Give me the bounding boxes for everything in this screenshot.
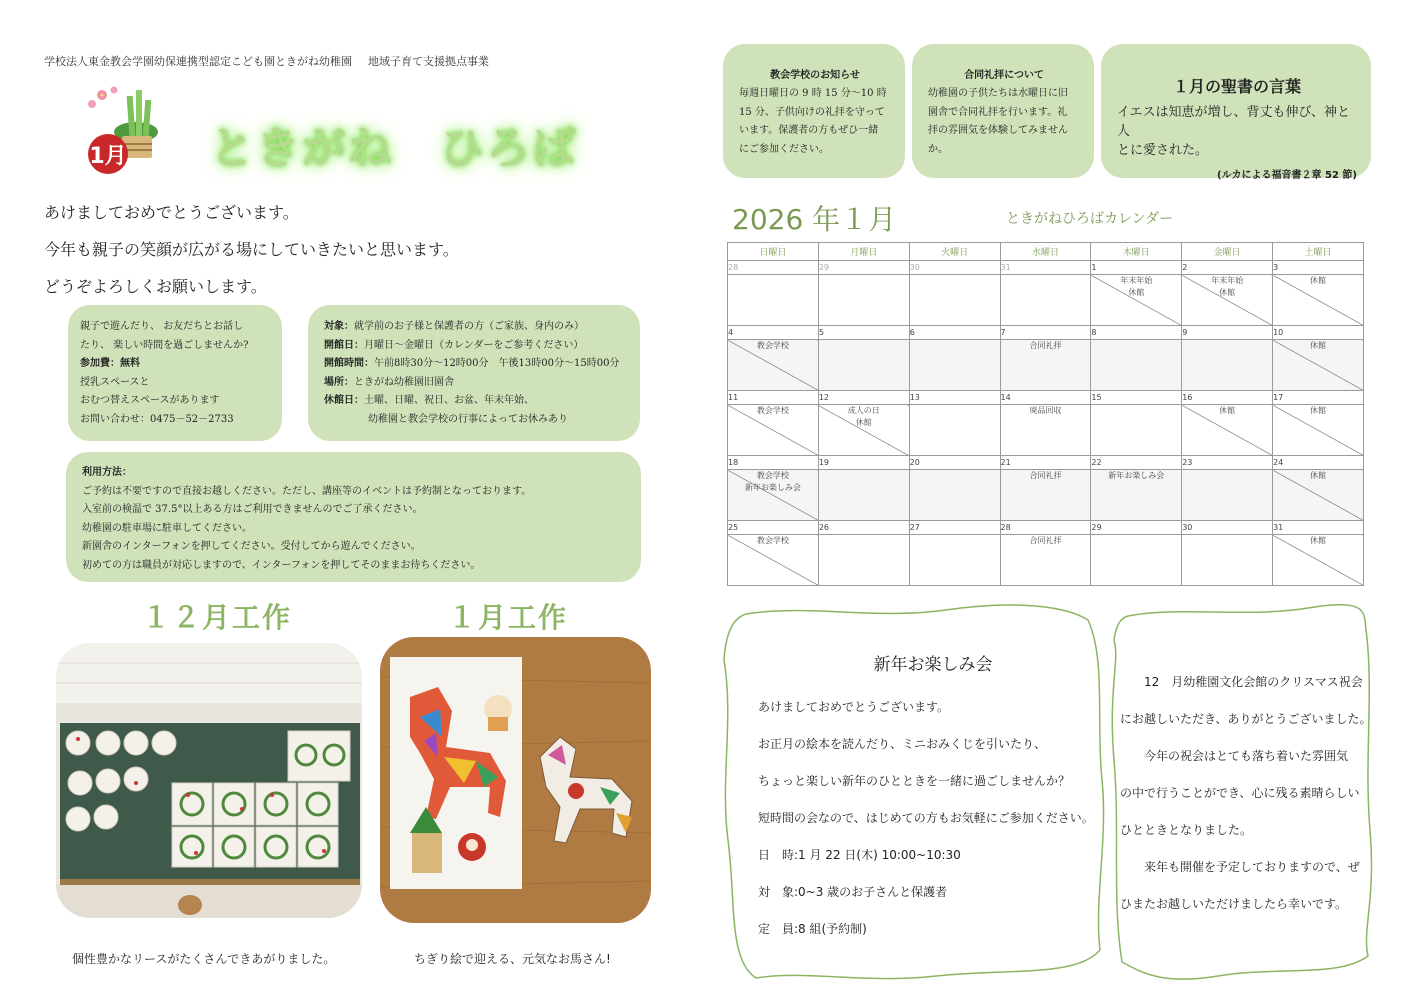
joint-worship-line: 園舎で合同礼拝を行います。礼 xyxy=(928,106,1068,118)
calendar-table xyxy=(727,242,1364,586)
calendar-event-cell xyxy=(1091,405,1182,456)
calendar-day-number: 22 xyxy=(1091,456,1182,470)
organization-name: 学校法人東金教会学園幼保連携型認定こども園ときがね幼稚園 xyxy=(44,55,352,68)
hours-label: 開館時間： xyxy=(324,358,374,370)
calendar-day-number: 15 xyxy=(1091,391,1182,405)
play-intro-2: たり、 楽しい時間を過ごしませんか? xyxy=(80,339,249,351)
calendar-day-number: 8 xyxy=(1091,326,1182,340)
calendar-event-cell: 合同礼拝 xyxy=(1000,535,1091,586)
play-info-box xyxy=(68,305,282,441)
january-craft-title: １月工作 xyxy=(448,601,569,634)
usage-line: 初めての方は職員が対応しますので、インターフォンを押してそのままお待ちください。 xyxy=(82,559,481,571)
calendar-event-cell xyxy=(1182,535,1273,586)
joint-worship-title: 合同礼拝について xyxy=(964,70,1044,81)
kadomatsu-month-badge xyxy=(84,86,164,178)
january-caption: ちぎり絵で迎える、元気なお馬さん! xyxy=(414,952,611,966)
calendar-day-number: 13 xyxy=(909,391,1000,405)
calendar-event-cell: 休館 xyxy=(1182,405,1273,456)
calendar-event-cell xyxy=(818,275,909,326)
calendar-day-number: 11 xyxy=(728,391,819,405)
calendar-event-cell xyxy=(1091,535,1182,586)
christmas-report-text xyxy=(1120,664,1370,923)
joint-worship-line: 拝の雰囲気を体験してみません xyxy=(928,125,1068,137)
report-line: 12 月幼稚園文化会館のクリスマス祝会 xyxy=(1120,675,1363,689)
calendar-event-cell xyxy=(1000,275,1091,326)
open-day-value: 月曜日～金曜日（カレンダーをご参考ください） xyxy=(364,339,584,351)
report-line: にお越しいただき、ありがとうございました。 xyxy=(1120,712,1372,726)
joint-worship-box xyxy=(912,44,1094,178)
calendar-day-number: 10 xyxy=(1273,326,1364,340)
calendar-event-cell: 合同礼拝 xyxy=(1000,340,1091,391)
calendar-day-number: 12 xyxy=(818,391,909,405)
target-label: 対象： xyxy=(324,321,354,332)
church-school-line: にご参加ください。 xyxy=(739,143,829,155)
calendar-day-number: 29 xyxy=(1091,521,1182,535)
calendar-event-cell: 教会学校 新年お楽しみ会 xyxy=(728,470,819,521)
calendar-event-cell: 休館 xyxy=(1273,470,1364,521)
calendar-event-cell xyxy=(818,470,909,521)
event-date: 日 時:1 月 22 日(木) 10:00~10:30 xyxy=(758,848,961,862)
calendar-day-number: 28 xyxy=(728,261,819,275)
december-craft-title: １２月工作 xyxy=(142,601,293,634)
bible-text-1: イエスは知恵が増し、背丈も伸び、神と人 xyxy=(1117,105,1350,139)
event-line: あけましておめでとうございます。 xyxy=(758,700,950,714)
facility-info-box xyxy=(308,305,640,441)
calendar-day-number: 31 xyxy=(1000,261,1091,275)
contact-phone: お問い合わせ：0475－52－2733 xyxy=(80,413,234,425)
weekday-header: 水曜日 xyxy=(1000,243,1091,261)
report-line: ひとときとなりました。 xyxy=(1120,823,1253,837)
weekday-header: 火曜日 xyxy=(909,243,1000,261)
usage-line: 新園舎のインターフォンを押してください。受付してから遊んでください。 xyxy=(82,541,421,553)
joint-worship-line: 幼稚園の子供たちは水曜日に旧 xyxy=(928,88,1068,99)
calendar-day-number: 14 xyxy=(1000,391,1091,405)
new-year-event-text xyxy=(758,650,1098,948)
weekday-header: 木曜日 xyxy=(1091,243,1182,261)
calendar-event-cell: 年末年始 休館 xyxy=(1182,275,1273,326)
organization-line xyxy=(44,53,489,69)
event-line: お正月の絵本を読んだり、ミニおみくじを引いたり、 xyxy=(758,737,1047,751)
calendar-day-number: 30 xyxy=(909,261,1000,275)
calendar-day-number: 4 xyxy=(728,326,819,340)
bible-title: １月の聖書の言葉 xyxy=(1172,77,1301,96)
closed-value-2: 幼稚園と教会学校の行事によってお休みあり xyxy=(368,413,568,425)
new-year-event-title: 新年お楽しみ会 xyxy=(873,655,993,675)
diaper-space: おむつ替えスペースがあります xyxy=(80,395,220,407)
weekday-header: 月曜日 xyxy=(818,243,909,261)
church-school-line: 15 分、子供向けの礼拝を守って xyxy=(739,106,885,118)
church-school-box xyxy=(723,44,905,178)
play-intro-1: 親子で遊んだり、 お友だちとお話し xyxy=(80,321,244,332)
report-line: の中で行うことができ、心に残る素晴らしい xyxy=(1120,786,1360,800)
fee-value: 無料 xyxy=(120,358,140,370)
page-title: ときがね ひろば xyxy=(210,123,578,174)
place-label: 場所： xyxy=(324,376,354,388)
december-craft-photo xyxy=(56,643,362,918)
calendar-event-cell xyxy=(909,535,1000,586)
plum-blossom-icon xyxy=(88,87,118,109)
calendar-day-number: 16 xyxy=(1182,391,1273,405)
calendar-day-number: 27 xyxy=(909,521,1000,535)
calendar-event-cell xyxy=(909,470,1000,521)
calendar-day-number: 28 xyxy=(1000,521,1091,535)
december-caption: 個性豊かなリースがたくさんできあがりました。 xyxy=(72,952,336,966)
calendar-event-cell: 新年お楽しみ会 xyxy=(1091,470,1182,521)
program-name: 地域子育て支援拠点事業 xyxy=(368,55,489,68)
calendar-day-number: 30 xyxy=(1182,521,1273,535)
calendar-event-cell xyxy=(1182,340,1273,391)
calendar-day-number: 5 xyxy=(818,326,909,340)
church-school-title: 教会学校のお知らせ xyxy=(770,70,860,81)
event-line: 短時間の会なので、はじめての方もお気軽にご参加ください。 xyxy=(758,811,1094,825)
usage-box xyxy=(66,452,641,582)
calendar-event-cell: 教会学校 xyxy=(728,405,819,456)
calendar-event-cell xyxy=(909,340,1000,391)
greeting-line-3: どうぞよろしくお願いします。 xyxy=(44,277,267,296)
calendar-event-cell: 合同礼拝 xyxy=(1000,470,1091,521)
calendar-event-cell xyxy=(818,535,909,586)
hours-value: 午前8時30分～12時00分 午後13時00分～15時00分 xyxy=(374,358,620,370)
calendar-day-number: 21 xyxy=(1000,456,1091,470)
fee-label: 参加費： xyxy=(80,358,120,370)
calendar-day-number: 19 xyxy=(818,456,909,470)
event-target: 対 象:0~3 歳のお子さんと保護者 xyxy=(758,885,948,899)
weekday-header: 土曜日 xyxy=(1273,243,1364,261)
calendar-day-number: 25 xyxy=(728,521,819,535)
calendar-day-number: 17 xyxy=(1273,391,1364,405)
january-craft-photo xyxy=(380,637,651,923)
calendar-day-number: 7 xyxy=(1000,326,1091,340)
calendar-event-cell: 廃品回収 xyxy=(1000,405,1091,456)
calendar-day-number: 31 xyxy=(1273,521,1364,535)
calendar-event-cell: 教会学校 xyxy=(728,340,819,391)
target-value: 就学前のお子様と保護者の方（ご家族、身内のみ） xyxy=(354,321,584,332)
calendar-day-number: 3 xyxy=(1273,261,1364,275)
calendar-event-cell: 休館 xyxy=(1273,405,1364,456)
calendar-day-number: 20 xyxy=(909,456,1000,470)
church-school-line: 毎週日曜日の 9 時 15 分～10 時 xyxy=(739,88,887,99)
bible-verse-box xyxy=(1101,44,1371,181)
bible-text-2: とに愛された。 xyxy=(1117,143,1209,158)
weekday-header: 金曜日 xyxy=(1182,243,1273,261)
month-badge-text: 1月 xyxy=(89,144,127,169)
calendar-event-cell: 教会学校 xyxy=(728,535,819,586)
calendar-title: 2026 年１月 xyxy=(732,203,897,236)
calendar-event-cell: 休館 xyxy=(1273,340,1364,391)
calendar-day-number: 2 xyxy=(1182,261,1273,275)
calendar-event-cell xyxy=(909,275,1000,326)
report-line: 今年の祝会はとても落ち着いた雰囲気 xyxy=(1120,749,1349,763)
report-line: ひまたお越しいただけましたら幸いです。 xyxy=(1120,897,1348,911)
church-school-line: います。保護者の方もぜひ一緒 xyxy=(739,125,879,137)
calendar-day-number: 24 xyxy=(1273,456,1364,470)
calendar-event-cell xyxy=(818,340,909,391)
bible-reference: (ルカによる福音書２章 52 節) xyxy=(1216,170,1357,181)
closed-label: 休館日： xyxy=(324,395,364,407)
place-value: ときがね幼稚園旧園舎 xyxy=(354,376,454,388)
open-day-label: 開館日： xyxy=(324,339,364,351)
event-capacity: 定 員:8 組(予約制) xyxy=(758,922,867,936)
calendar-event-cell xyxy=(1091,340,1182,391)
calendar-event-cell xyxy=(1182,470,1273,521)
calendar-day-number: 26 xyxy=(818,521,909,535)
calendar-event-cell xyxy=(728,275,819,326)
nursing-space: 授乳スペースと xyxy=(80,376,150,388)
usage-label: 利用方法： xyxy=(82,467,132,478)
greeting-line-2: 今年も親子の笑顔が広がる場にしていきたいと思います。 xyxy=(44,240,459,259)
calendar-event-cell: 成人の日 休館 xyxy=(818,405,909,456)
calendar-event-cell xyxy=(909,405,1000,456)
calendar-event-cell: 年末年始 休館 xyxy=(1091,275,1182,326)
calendar-day-number: 6 xyxy=(909,326,1000,340)
usage-line: ご予約は不要ですので直接お越しください。ただし、講座等のイベントは予約制となっております。 xyxy=(82,485,532,497)
report-line: 来年も開催を予定しておりますので、ぜ xyxy=(1120,860,1360,874)
calendar-event-cell: 休館 xyxy=(1273,275,1364,326)
usage-line: 幼稚園の駐車場に駐車してください。 xyxy=(82,522,252,534)
calendar-day-number: 9 xyxy=(1182,326,1273,340)
calendar-day-number: 1 xyxy=(1091,261,1182,275)
greeting-line-1: あけましておめでとうございます。 xyxy=(44,203,299,222)
calendar-day-number: 18 xyxy=(728,456,819,470)
joint-worship-line: か。 xyxy=(928,143,948,155)
usage-line: 入室前の検温で 37.5°以上ある方はご利用できませんのでご了承ください。 xyxy=(82,504,423,516)
weekday-header: 日曜日 xyxy=(728,243,819,261)
calendar-day-number: 23 xyxy=(1182,456,1273,470)
closed-value-1: 土曜、日曜、祝日、お盆、年末年始、 xyxy=(364,395,534,407)
calendar-day-number: 29 xyxy=(818,261,909,275)
event-line: ちょっと楽しい新年のひとときを一緒に過ごしませんか？ xyxy=(758,774,1071,788)
calendar-event-cell: 休館 xyxy=(1273,535,1364,586)
calendar-subtitle: ときがねひろばカレンダー xyxy=(1006,211,1174,227)
